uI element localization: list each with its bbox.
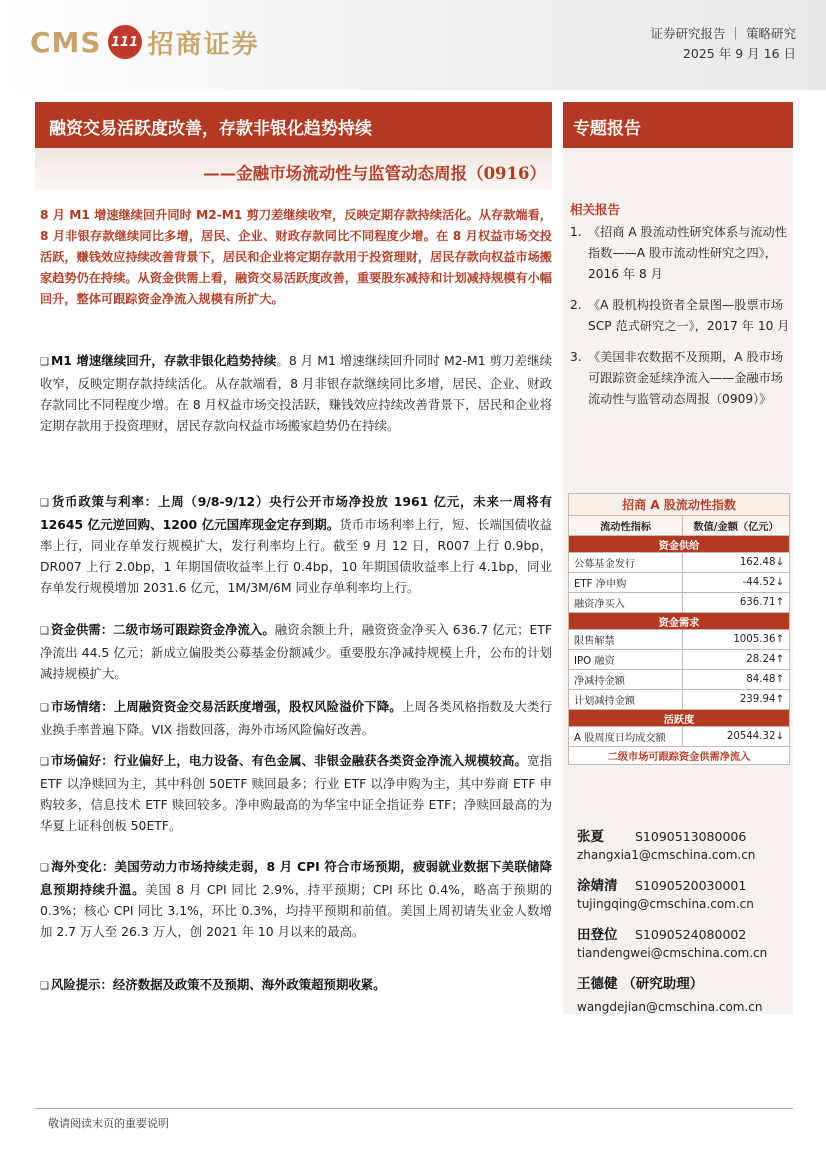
table-title: 招商 A 股流动性指数 bbox=[569, 494, 790, 516]
section-text: 美国 8 月 CPI 同比 2.9%，持平预期；CPI 环比 0.4%，略高于预期的 0.3%；核心 CPI 同比 3.1%，环比 0.3%，均持平预期和前值。美国上周初请失业金人数增加 2.7 万人至 26.3 万人，创 2021 年 10 月以来的最高。 bbox=[40, 882, 553, 939]
report-tag: 专题报告 bbox=[563, 102, 793, 148]
row-label: 限售解禁 bbox=[569, 630, 683, 650]
section-risk bbox=[40, 974, 552, 997]
analyst-email[interactable]: tujingqing@cmschina.com.cn bbox=[577, 897, 754, 911]
row-value: 162.48↓ bbox=[683, 553, 790, 573]
table-row bbox=[569, 690, 790, 710]
analyst-id: S1090513080006 bbox=[635, 829, 747, 844]
analyst-list bbox=[577, 825, 787, 1026]
logo-latin: CMS bbox=[30, 25, 102, 59]
row-label: A 股周度日均成交额 bbox=[569, 727, 683, 747]
related-report-text: 《招商 A 股流动性研究体系与流动性指数——A 股市流动性研究之四》，2016 年 8 月 bbox=[588, 225, 787, 281]
footer-divider bbox=[35, 1108, 793, 1109]
square-bullet-icon: ❑ bbox=[40, 703, 49, 714]
row-value: 636.71↑ bbox=[683, 593, 790, 613]
square-bullet-icon: ❑ bbox=[40, 981, 49, 992]
related-report-item[interactable] bbox=[570, 222, 790, 285]
row-value: -44.52↓ bbox=[683, 573, 790, 593]
related-report-text: 《A 股机构投资者全景图—股票市场 SCP 范式研究之一》，2017 年 10 月 bbox=[588, 298, 790, 333]
row-value: 28.24↑ bbox=[683, 650, 790, 670]
report-meta bbox=[651, 24, 796, 64]
row-label: 净减持金额 bbox=[569, 670, 683, 690]
related-report-text: 《美国非农数据不及预期，A 股市场可跟踪资金延续净流入——金融市场流动性与监管动态周报（0909）》 bbox=[588, 350, 784, 406]
analyst-id: S1090524080002 bbox=[635, 927, 747, 942]
section-funds bbox=[40, 619, 552, 684]
table-row bbox=[569, 670, 790, 690]
related-report-num: 2. bbox=[570, 298, 582, 312]
section-lead: 货币政策与利率：上周（9/8-9/12）央行公开市场净投放 1961 亿元，未来一周将有 12645 亿元逆回购、1200 亿元国库现金定存到期。 bbox=[40, 494, 552, 532]
section-text: 。8 月 M1 增速继续回升同时 M2-M1 剪刀差继续收窄，反映定期存款持续活化。从存款端看，8 月非银存款继续同比多增，居民、企业、财政存款同比不同程度少增。在 8 月权益市场交投活跃，赚钱效应持续改善背景下，居民和企业将定期存款用于投资理财，居民存款向权益市场搬家趋势仍在持续。 bbox=[40, 353, 553, 433]
section-text: 上周各类风格指数及大类行业换手率普遍下降。VIX 指数回落，海外市场风险偏好改善。 bbox=[40, 699, 553, 737]
report-date: 2025 年 9 月 16 日 bbox=[682, 46, 796, 61]
report-subtitle: ——金融市场流动性与监管动态周报（0916） bbox=[203, 164, 546, 183]
row-label: 计划减持金额 bbox=[569, 690, 683, 710]
section-lead: 风险提示：经济数据及政策不及预期、海外政策超预期收紧。 bbox=[50, 977, 386, 992]
section-text: 货币市场利率上行，短、长端国债收益率上行，同业存单发行规模扩大，发行利率均上行。截至 9 月 12 日，R007 上行 0.9bp，DR007 上行 2.0bp，1 年期国债收益率上行 0.4bp，10 年期国债收益率上行 4.1bp，同业存单发行规模增加 2031.6 亿元，1M/3M/6M 同业存单利率均上行。 bbox=[40, 517, 552, 595]
related-report-item[interactable] bbox=[570, 347, 790, 410]
row-value: 239.94↑ bbox=[683, 690, 790, 710]
row-label: 公募基金发行 bbox=[569, 553, 683, 573]
analyst-name: 王德健 （研究助理） bbox=[577, 976, 704, 992]
table-footer: 二级市场可跟踪资金供需净流入 bbox=[569, 747, 790, 765]
related-reports-title: 相关报告 bbox=[570, 202, 621, 217]
square-bullet-icon: ❑ bbox=[40, 757, 49, 768]
square-bullet-icon: ❑ bbox=[40, 863, 49, 874]
analyst-id: S1090520030001 bbox=[635, 878, 747, 893]
square-bullet-icon: ❑ bbox=[40, 498, 49, 509]
section-text: 宽指 ETF 以净赎回为主，其中科创 50ETF 赎回最多；行业 ETF 以净申购为主，其中券商 ETF 申购较多，信息技术 ETF 赎回较多。净申购最高的为华宝中证全指证券 ETF；净赎回最高的为华夏上证科创板 50ETF。 bbox=[40, 753, 553, 833]
analyst-entry bbox=[577, 825, 787, 862]
table-row bbox=[569, 650, 790, 670]
analyst-entry bbox=[577, 972, 787, 1014]
report-title: 融资交易活跃度改善，存款非银化趋势持续 bbox=[35, 102, 552, 148]
table-group-header: 活跃度 bbox=[569, 710, 790, 727]
section-lead: 资金供需：二级市场可跟踪资金净流入。 bbox=[50, 622, 275, 637]
table-group-header: 资金供给 bbox=[569, 536, 790, 553]
row-value: 1005.36↑ bbox=[683, 630, 790, 650]
related-report-num: 1. bbox=[570, 225, 582, 239]
logo-badge-icon: 111 bbox=[108, 25, 142, 59]
analyst-name: 张夏 bbox=[577, 829, 604, 845]
row-value: 20544.32↓ bbox=[683, 727, 790, 747]
summary-paragraph: 8 月 M1 增速继续回升同时 M2-M1 剪刀差继续收窄，反映定期存款持续活化。从存款端看，8 月非银存款继续同比多增，居民、企业、财政存款同比不同程度少增。在 8 月权益市场交投活跃，赚钱效应持续改善背景下，居民和企业将定期存款用于投资理财，居民存款向权益市场搬家趋势仍在持续。从资金供需上看，融资交易活跃度改善，重要股东减持和计划减持规模有小幅回升，整体可跟踪资金净流入规模有所扩大。 bbox=[40, 208, 552, 306]
square-bullet-icon: ❑ bbox=[40, 626, 49, 637]
row-label: ETF 净申购 bbox=[569, 573, 683, 593]
table-row bbox=[569, 630, 790, 650]
report-type: 证券研究报告 ｜ 策略研究 bbox=[650, 26, 796, 41]
section-lead: 海外变化：美国劳动力市场持续走弱，8 月 CPI 符合市场预期，疲弱就业数据下美联储降息预期持续升温。 bbox=[40, 859, 552, 897]
analyst-entry bbox=[577, 874, 787, 911]
section-lead: M1 增速继续回升，存款非银化趋势持续 bbox=[50, 353, 277, 368]
analyst-entry bbox=[577, 923, 787, 960]
section-preference bbox=[40, 750, 552, 836]
liquidity-index-table bbox=[568, 493, 790, 765]
related-report-item[interactable] bbox=[570, 295, 790, 337]
analyst-email[interactable]: tiandengwei@cmschina.com.cn bbox=[577, 946, 768, 960]
row-label: IPO 融资 bbox=[569, 650, 683, 670]
table-row bbox=[569, 593, 790, 613]
row-label: 融资净买入 bbox=[569, 593, 683, 613]
table-header-value: 数值/金额（亿元） bbox=[683, 516, 790, 536]
footer-disclaimer: 敬请阅读末页的重要说明 bbox=[48, 1117, 169, 1130]
section-m1 bbox=[40, 350, 552, 436]
section-overseas bbox=[40, 856, 552, 942]
table-row bbox=[569, 727, 790, 747]
section-text: 融资余额上升，融资资金净买入 636.7 亿元；ETF 净流出 44.5 亿元；新成立偏股类公募基金份额减少。重要股东净减持规模上升，公布的计划减持规模扩大。 bbox=[40, 622, 553, 681]
square-bullet-icon: ❑ bbox=[40, 357, 49, 368]
analyst-name: 涂婧清 bbox=[577, 878, 618, 894]
table-row bbox=[569, 553, 790, 573]
row-value: 84.48↑ bbox=[683, 670, 790, 690]
section-lead: 市场情绪：上周融资资金交易活跃度增强，股权风险溢价下降。 bbox=[50, 699, 402, 714]
related-report-num: 3. bbox=[570, 350, 582, 364]
table-group-header: 资金需求 bbox=[569, 613, 790, 630]
section-monetary bbox=[40, 491, 552, 598]
logo-chinese: 招商证券 bbox=[147, 29, 260, 60]
section-sentiment bbox=[40, 696, 552, 740]
table-row bbox=[569, 573, 790, 593]
company-logo bbox=[30, 22, 260, 62]
analyst-email[interactable]: wangdejian@cmschina.com.cn bbox=[577, 1000, 763, 1014]
analyst-email[interactable]: zhangxia1@cmschina.com.cn bbox=[577, 848, 756, 862]
section-lead: 市场偏好：行业偏好上，电力设备、有色金属、非银金融获各类资金净流入规模较高。 bbox=[50, 753, 528, 768]
analyst-name: 田登位 bbox=[577, 927, 618, 943]
related-reports bbox=[570, 200, 790, 420]
table-header-indicator: 流动性指标 bbox=[569, 516, 683, 536]
